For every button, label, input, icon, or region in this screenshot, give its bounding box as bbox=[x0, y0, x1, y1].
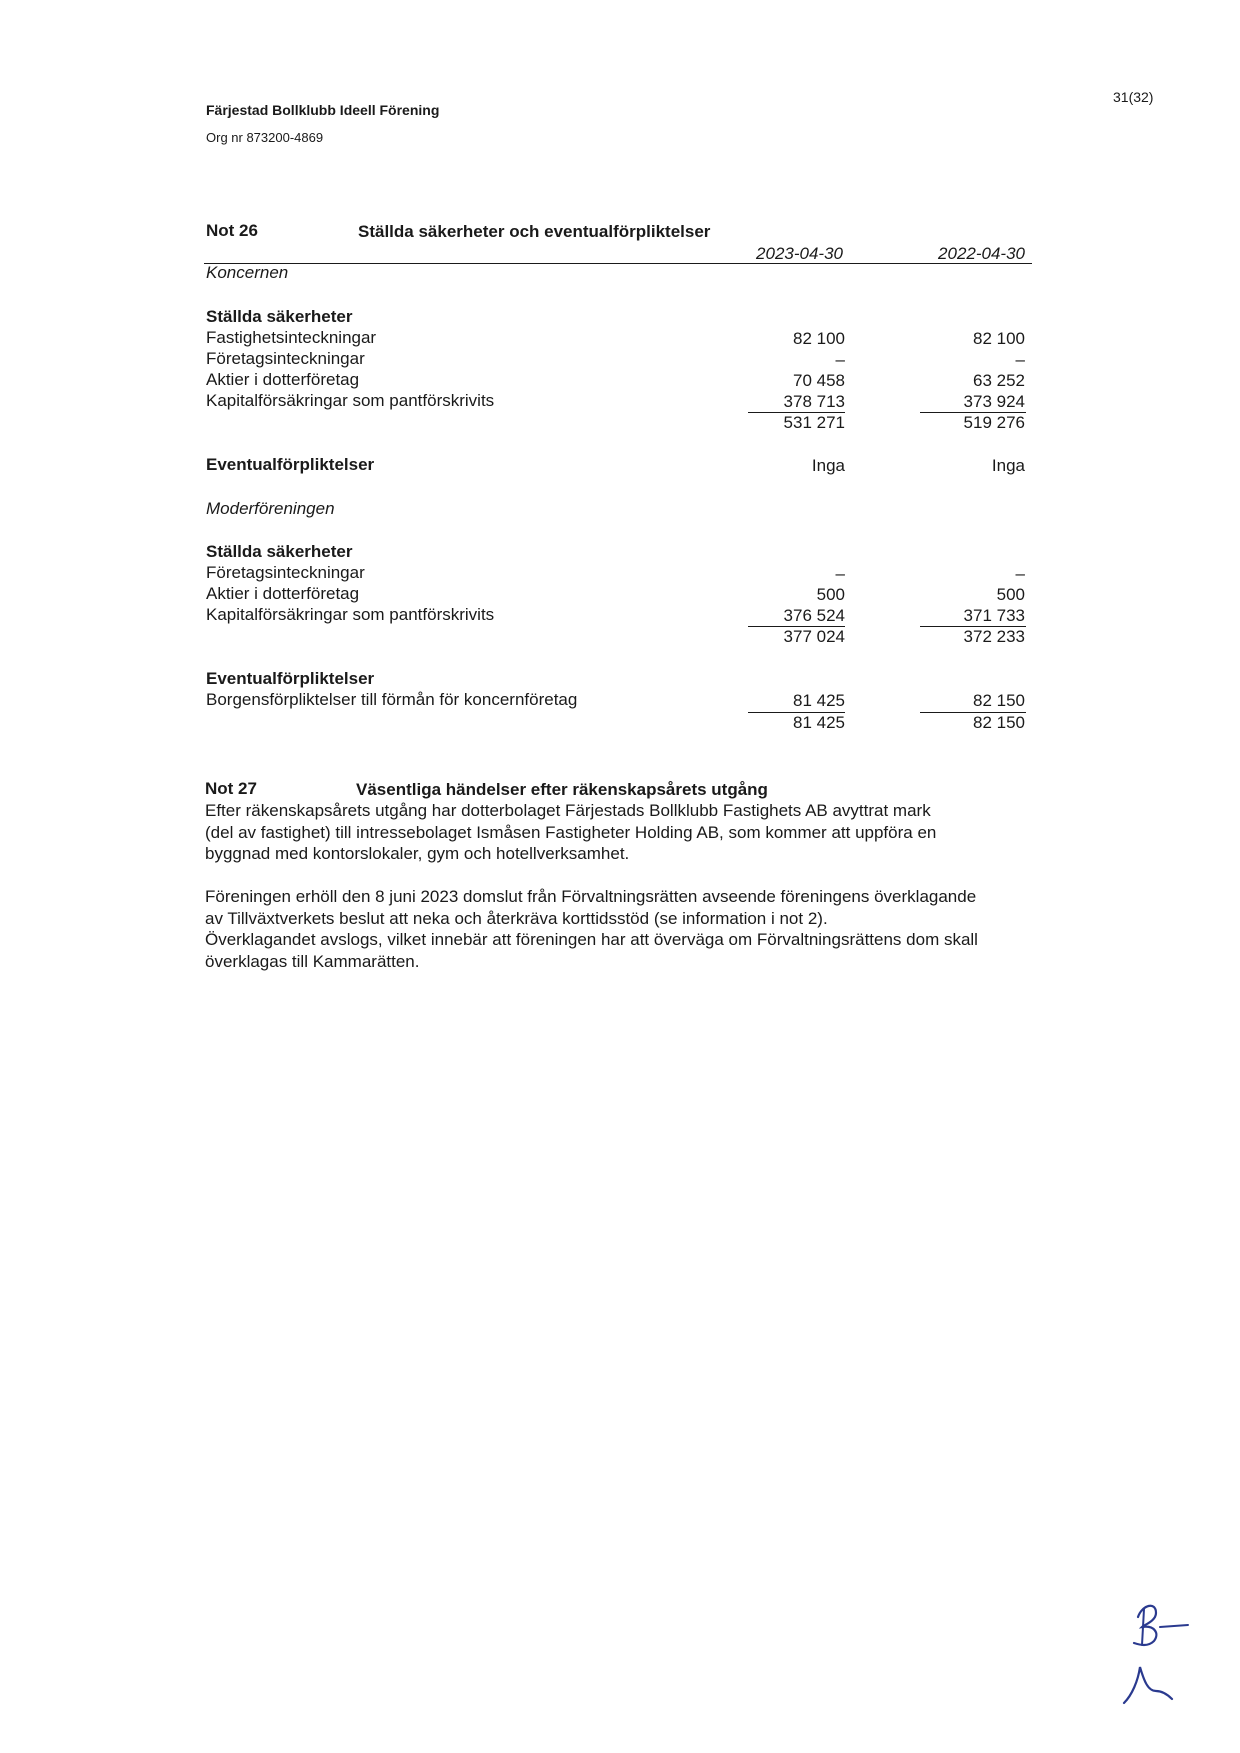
total-2022: 372 233 bbox=[963, 627, 1025, 646]
note27-paragraph-2: Föreningen erhöll den 8 juni 2023 domslut från Förvaltningsrätten avseende föreningens överklagande av Tillväxtverkets beslut att neka och återkräva korttidsstöd (se information i not 2). Överklagandet avslogs, vilket innebär att föreningen har att överväga om Förvaltningsrättens dom skall överklagas till Kammarätten. bbox=[205, 887, 978, 971]
moder-contingent-heading: Eventualförpliktelser bbox=[206, 669, 375, 688]
row-value-2023: – bbox=[835, 350, 845, 369]
row-value-2023: – bbox=[835, 564, 845, 583]
moder-heading: Moderföreningen bbox=[206, 499, 335, 518]
row-label: Företagsinteckningar bbox=[206, 349, 365, 368]
moder-pledged-heading: Ställda säkerheter bbox=[206, 542, 353, 561]
column-header-2022: 2022-04-30 bbox=[938, 244, 1025, 263]
organization-number: Org nr 873200-4869 bbox=[206, 130, 324, 145]
koncernen-contingent-heading: Eventualförpliktelser bbox=[206, 455, 375, 474]
contingent-value-2022: Inga bbox=[991, 456, 1025, 475]
row-value-2022: 82 150 bbox=[973, 691, 1025, 710]
row-value-2022: 373 924 bbox=[963, 392, 1025, 411]
total-2023: 531 271 bbox=[783, 413, 845, 432]
column-header-2023: 2023-04-30 bbox=[756, 244, 843, 263]
row-label: Kapitalförsäkringar som pantförskrivits bbox=[206, 605, 495, 624]
note27-label: Not 27 bbox=[205, 779, 257, 798]
koncernen-pledged-heading: Ställda säkerheter bbox=[206, 307, 353, 326]
note26-label: Not 26 bbox=[206, 221, 258, 240]
row-label: Kapitalförsäkringar som pantförskrivits bbox=[206, 391, 495, 410]
row-value-2022: 371 733 bbox=[963, 606, 1025, 625]
row-value-2022: 63 252 bbox=[973, 371, 1025, 390]
page-number: 31(32) bbox=[1113, 89, 1154, 105]
note27-title: Väsentliga händelser efter räkenskapsårets utgång bbox=[356, 780, 768, 799]
row-label: Fastighetsinteckningar bbox=[206, 328, 377, 347]
koncernen-heading: Koncernen bbox=[206, 263, 289, 282]
total-2022: 519 276 bbox=[963, 413, 1025, 432]
row-value-2022: 82 100 bbox=[973, 329, 1025, 348]
row-value-2023: 81 425 bbox=[793, 691, 845, 710]
note27-paragraph-1: Efter räkenskapsårets utgång har dotterbolaget Färjestads Bollklubb Fastighets AB avyttrat mark (del av fastighet) till intressebolaget Ismåsen Fastigheter Holding AB, som kommer att uppföra en byggnad med kontorslokaler, gym och hotellverksamhet. bbox=[205, 801, 937, 863]
row-value-2022: – bbox=[1015, 564, 1025, 583]
header-rule bbox=[204, 263, 1032, 264]
row-value-2022: – bbox=[1015, 350, 1025, 369]
handwritten-initials-signature bbox=[1120, 1595, 1200, 1715]
organization-name: Färjestad Bollklubb Ideell Förening bbox=[206, 102, 440, 118]
note26-title: Ställda säkerheter och eventualförpliktelser bbox=[358, 222, 711, 241]
row-label: Aktier i dotterföretag bbox=[206, 370, 360, 389]
row-label: Aktier i dotterföretag bbox=[206, 584, 360, 603]
total-2022: 82 150 bbox=[973, 713, 1025, 732]
total-2023: 81 425 bbox=[793, 713, 845, 732]
row-label: Borgensförpliktelser till förmån för koncernföretag bbox=[206, 690, 578, 709]
row-value-2023: 376 524 bbox=[783, 606, 845, 625]
total-2023: 377 024 bbox=[783, 627, 845, 646]
row-value-2023: 82 100 bbox=[793, 329, 845, 348]
row-value-2023: 70 458 bbox=[793, 371, 845, 390]
row-value-2023: 500 bbox=[816, 585, 845, 604]
row-label: Företagsinteckningar bbox=[206, 563, 365, 582]
row-value-2023: 378 713 bbox=[783, 392, 845, 411]
row-value-2022: 500 bbox=[996, 585, 1025, 604]
contingent-value-2023: Inga bbox=[811, 456, 845, 475]
